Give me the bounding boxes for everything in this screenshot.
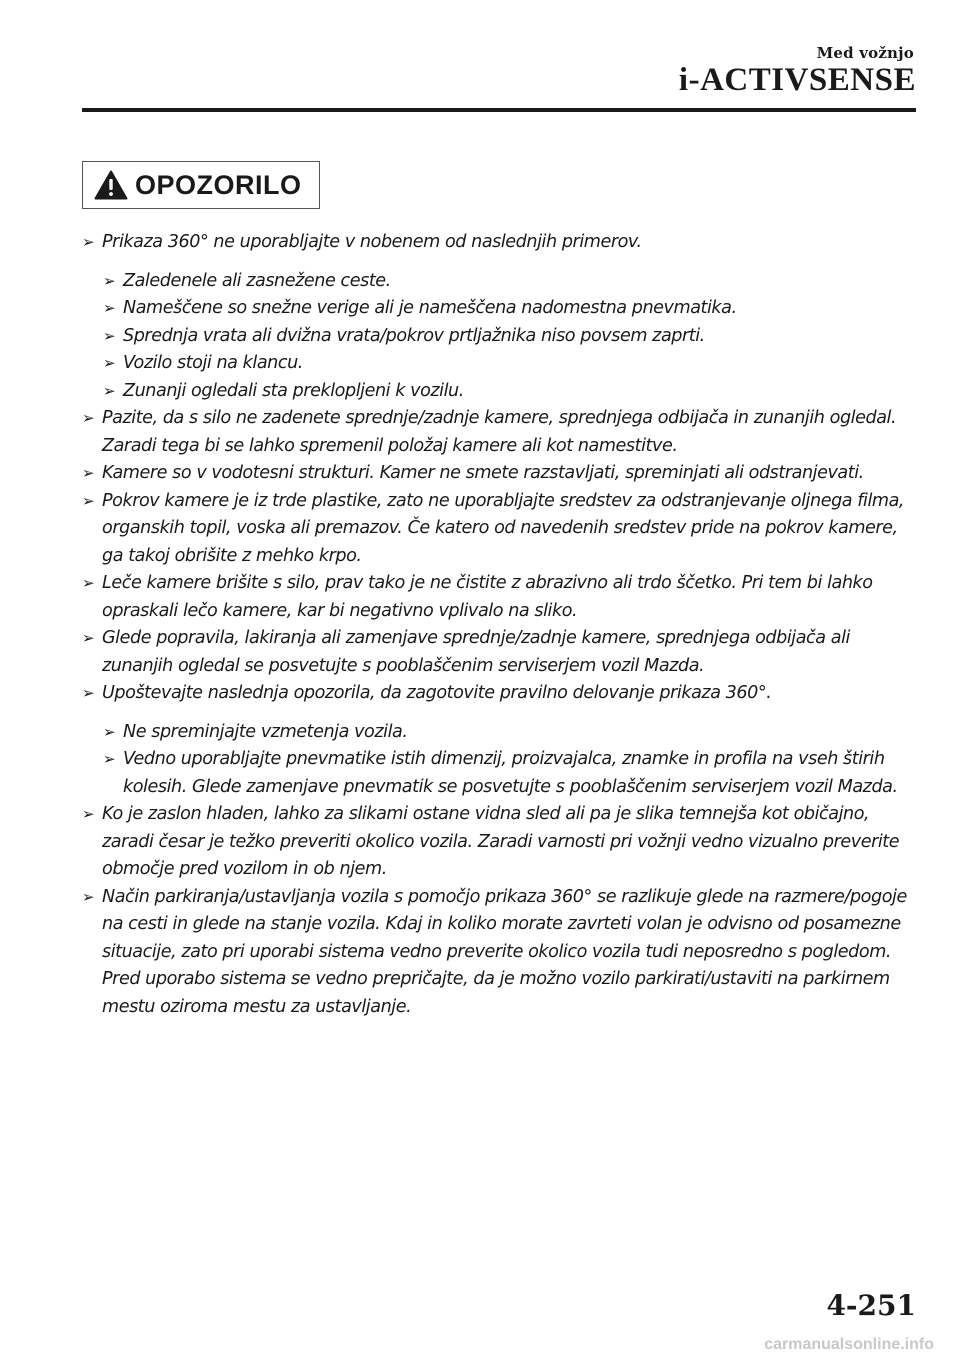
list-subitem: ➢ Zunanji ogledali sta preklopljeni k vozilu. (103, 378, 916, 406)
header-divider (82, 108, 916, 112)
list-item: ➢ Upoštevajte naslednja opozorila, da zagotovite pravilno delovanje prikaza 360°. (82, 680, 916, 708)
section-title: i-ACTIVSENSE (678, 62, 916, 98)
warning-box (82, 161, 320, 209)
list-item-note: Pred uporabo sistema se vedno prepričajte, da je možno vozilo parkirati/ustaviti na parkirnem mestu oziroma mestu za ustavljanje. (102, 969, 890, 1017)
list-item: ➢ Pokrov kamere je iz trde plastike, zato ne uporabljajte sredstev za odstranjevanje oljnega filma, organskih topil, voska ali premazov. Če katero od navedenih sredstev pride na pokrov kamere, ga takoj obrišite z mehko krpo. (82, 488, 916, 571)
watermark: carmanualsonline.info (764, 1336, 934, 1353)
list-item: ➢ Način parkiranja/ustavljanja vozila s pomočjo prikaza 360° se razlikuje glede na razmere/pogoje na cesti in glede na stanje vozila. Kdaj in koliko morate zavrteti volan je odvisno od posamezne situacije, zato pri uporabi sistema vedno preverite okolico vozila tudi neposredno s pogledom. Pred uporabo sistema se vedno prepričajte, da je možno vozilo parkirati/ustaviti na parkirnem mestu oziroma mestu za ustavljanje. (82, 884, 916, 1022)
list-subitem: ➢ Vozilo stoji na klancu. (103, 350, 916, 378)
list-item: ➢ Leče kamere brišite s silo, prav tako je ne čistite z abrazivno ali trdo ščetko. Pri tem bi lahko opraskali lečo kamere, kar bi negativno vplivalo na sliko. (82, 570, 916, 625)
list-item: ➢ Pazite, da s silo ne zadenete sprednje/zadnje kamere, sprednjega odbijača in zunanjih ogledal. Zaradi tega bi se lahko spremenil položaj kamere ali kot namestitve. (82, 405, 916, 460)
list-subitem: ➢ Nameščene so snežne verige ali je nameščena nadomestna pnevmatika. (103, 295, 916, 323)
list-subitem: ➢ Zaledenele ali zasnežene ceste. (103, 268, 916, 296)
list-subitem: ➢ Vedno uporabljajte pnevmatike istih dimenzij, proizvajalca, znamke in profila na vseh štirih kolesih. Glede zamenjave pnevmatik se posvetujte s pooblaščenim serviserjem vozil Mazda. (103, 746, 916, 801)
warning-title: OPOZORILO (135, 169, 302, 200)
page-number: 4-251 (826, 1289, 916, 1322)
list-subitem: ➢ Ne spreminjajte vzmetenja vozila. (103, 719, 916, 747)
chapter-name: Med vožnjo (816, 44, 914, 62)
list-item: ➢ Glede popravila, lakiranja ali zamenjave sprednje/zadnje kamere, sprednjega odbijača ali zunanjih ogledal se posvetujte s pooblaščenim serviserjem vozil Mazda. (82, 625, 916, 680)
list-item: ➢ Kamere so v vodotesni strukturi. Kamer ne smete razstavljati, spreminjati ali odstranjevati. (82, 460, 916, 488)
list-subitem: ➢ Sprednja vrata ali dvižna vrata/pokrov prtljažnika niso povsem zaprti. (103, 323, 916, 351)
list-item: ➢ Ko je zaslon hladen, lahko za slikami ostane vidna sled ali pa je slika temnejša kot običajno, zaradi česar je težko preveriti okolico vozila. Zaradi varnosti pri vožnji vedno vizualno preverite območje pred vozilom in ob njem. (82, 801, 916, 884)
warning-triangle-icon (93, 169, 129, 201)
warning-list (82, 229, 916, 1021)
list-item: ➢ Prikaza 360° ne uporabljajte v nobenem od naslednjih primerov. (82, 229, 916, 257)
